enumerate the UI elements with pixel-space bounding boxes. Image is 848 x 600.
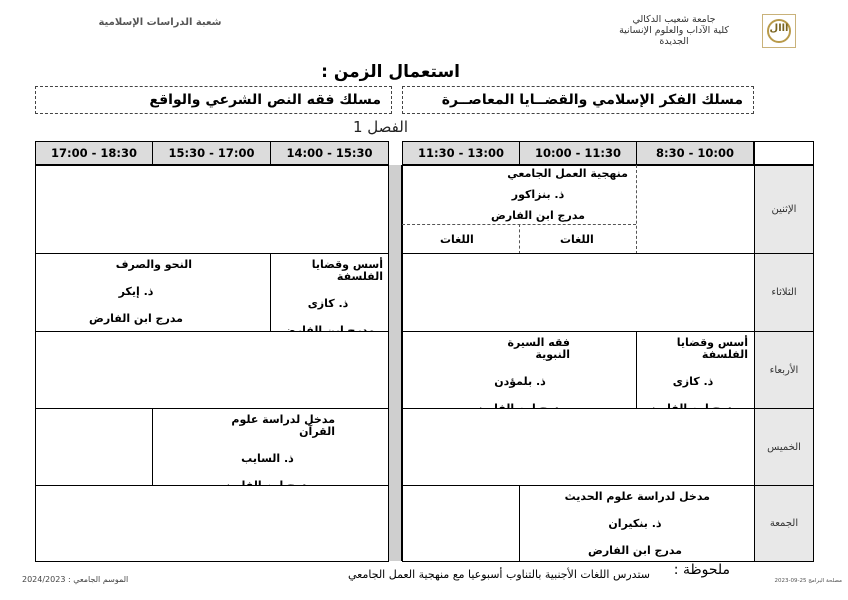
day-label-monday: الإثنين	[754, 165, 814, 254]
university-line: كلية الآداب والعلوم الإنسانية	[619, 25, 729, 36]
session-teacher: ذ. السايب	[241, 452, 294, 465]
note-text: ستدرس اللغات الأجنبية بالتناوب أسبوعيا مع منهجية العمل الجامعي	[348, 568, 650, 581]
session-course: مدخل لدراسة علوم الحديث	[564, 490, 710, 503]
session-wednesday-philosophy	[638, 337, 748, 415]
time-slot-header: 8:30 - 10:00	[636, 141, 754, 165]
monday-divider-v2	[519, 224, 520, 254]
session-monday-lang-2: اللغات	[440, 233, 474, 246]
session-teacher: ذ. كازى	[307, 297, 349, 310]
friday-afternoon-cell	[35, 485, 389, 562]
university-logo	[762, 14, 796, 48]
lunch-break-column	[388, 165, 402, 561]
logo-mark: ااال	[769, 23, 789, 34]
session-room: مدرج ابن الفارض	[491, 209, 585, 222]
university-name	[600, 14, 748, 47]
session-course: منهجية العمل الجامعي	[507, 167, 628, 180]
time-slot-header: 14:00 - 15:30	[270, 141, 389, 165]
page-title: استعمال الزمن :	[321, 62, 460, 82]
session-teacher: ذ. بلمؤدن	[494, 375, 546, 388]
header-corner-cell	[754, 141, 814, 165]
semester-label: الفصل 1	[352, 118, 408, 136]
track-right-label: مسلك الفكر الإسلامي والقضــايا المعاصــرة	[441, 92, 743, 108]
monday-divider-v	[636, 165, 637, 254]
thursday-morning-cell	[402, 408, 755, 486]
monday-afternoon-cell	[35, 165, 389, 254]
day-label-thursday: الخميس	[754, 408, 814, 486]
time-slot-header: 11:30 - 13:00	[402, 141, 520, 165]
time-slot-header: 17:00 - 18:30	[35, 141, 153, 165]
session-course: فقه السيرة النبوية	[507, 336, 570, 361]
thursday-slot-6-cell	[35, 408, 153, 486]
time-slot-header: 15:30 - 17:00	[152, 141, 271, 165]
session-room: مدرج ابن الفارض	[89, 312, 183, 325]
note-label: ملحوظة :	[673, 562, 730, 578]
time-slot-header: 10:00 - 11:30	[519, 141, 637, 165]
tuesday-morning-cell	[402, 253, 755, 332]
session-thursday-quran	[200, 414, 335, 492]
session-tuesday-philosophy	[273, 259, 383, 337]
wednesday-afternoon-cell	[35, 331, 389, 409]
department-name: شعبة الدراسات الإسلامية	[98, 17, 222, 28]
session-course: النحو والصرف	[115, 258, 192, 271]
session-friday-hadith	[560, 491, 710, 557]
session-wednesday-sira	[470, 337, 570, 415]
track-box-right	[402, 86, 754, 114]
track-left-label: مسلك فقه النص الشرعي والواقع	[149, 92, 381, 108]
session-teacher: ذ. إيكر	[118, 285, 154, 298]
day-label-wednesday: الأربعاء	[754, 331, 814, 409]
session-course: مدخل لدراسة علوم القرآن	[231, 413, 335, 438]
university-line: جامعة شعيب الدكالي	[632, 14, 716, 25]
day-label-friday: الجمعة	[754, 485, 814, 562]
session-monday-lang-1: اللغات	[560, 233, 594, 246]
academic-season: الموسم الجامعي : 2024/2023	[22, 575, 129, 584]
session-room: مدرج ابن الفارض	[588, 544, 682, 557]
session-tuesday-grammar	[80, 259, 192, 325]
session-course: أسس وقضايا الفلسفة	[311, 258, 383, 283]
session-teacher: ذ. بنكيران	[608, 517, 662, 530]
day-label-tuesday: الثلاثاء	[754, 253, 814, 332]
track-box-left	[35, 86, 392, 114]
service-stamp: مصلحة البرامج 25-09-2023	[774, 578, 842, 584]
session-course: أسس وقضايا الفلسفة	[676, 336, 748, 361]
session-teacher: ذ. كازى	[672, 375, 714, 388]
friday-slot-3-cell	[402, 485, 520, 562]
session-monday-methodology	[440, 168, 636, 222]
session-teacher: ذ. بنزاكور	[511, 188, 565, 201]
university-line: الجديدة	[659, 36, 689, 47]
